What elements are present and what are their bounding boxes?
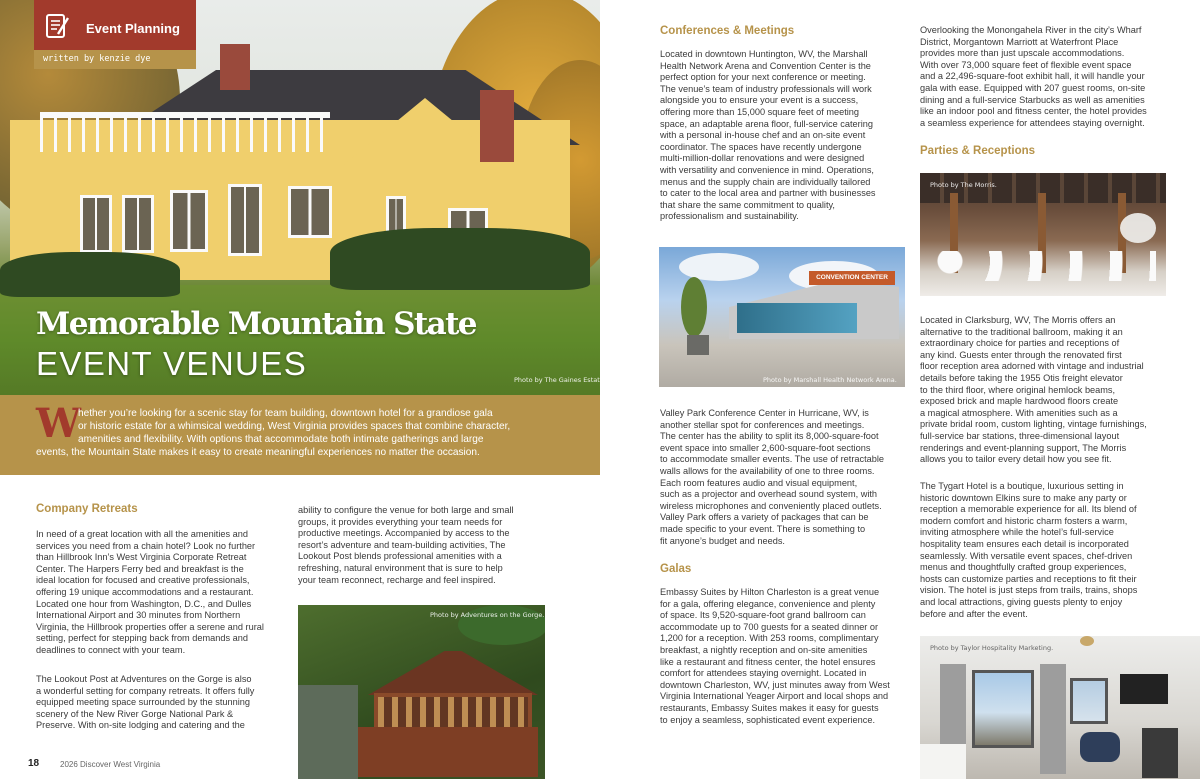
text-line: your team reconnect, recharge and feel inspired. — [298, 574, 496, 585]
page-number: 18 — [28, 758, 40, 769]
text-line: ability to configure the venue for both large and small — [298, 505, 514, 515]
text-line: The center has the ability to split its 8,000-square-foot — [660, 431, 879, 442]
title-line1: Memorable Mountain State — [36, 306, 476, 342]
conferences-para-2 — [660, 408, 884, 547]
text-line: groups, it provides everything your team needs for — [298, 516, 503, 527]
parties-para-2 — [920, 481, 1137, 620]
company-retreats-para-1 — [36, 529, 264, 657]
text-line: a wonderful setting for company retreats. It offers fully — [36, 685, 255, 696]
tygart-photo — [920, 636, 1200, 779]
text-line: to accommodate smaller events. The use of retractable — [660, 454, 885, 465]
text-line: dining and a full-service Starbucks as well as amenities — [920, 94, 1145, 105]
text-line: Valley Park Conference Center in Hurricane, WV, is — [660, 408, 869, 418]
section-tag-label: Event Planning — [86, 21, 180, 36]
publication-name: 2026 Discover West Virginia — [60, 760, 161, 769]
text-line: downtown Charleston, WV, just minutes away from West — [660, 679, 890, 690]
company-retreats-para-3 — [298, 505, 514, 586]
text-line: space, an adaptable arena floor, full-service catering — [660, 118, 873, 129]
heading-parties: Parties & Receptions — [920, 145, 1036, 157]
photo-credit-morris: Photo by The Morris. — [930, 181, 997, 189]
text-line: reception a memorable experience for all. Its blend of — [920, 504, 1137, 515]
text-line: hospitality team ensures each detail is incorporated — [920, 538, 1129, 549]
text-line: before and after the event. — [920, 608, 1028, 619]
intro-line: amenities and flexibility. With options that accommodate both intimate gatherings and large — [78, 434, 484, 445]
window — [170, 190, 208, 252]
galas-para-2 — [920, 25, 1147, 129]
text-line: comfort for attendees staying overnight. Located in — [660, 668, 867, 679]
text-line: like an indoor pool and fitness center, the hotel provides — [920, 106, 1147, 117]
text-line: productive meetings. Accompanied by access to the — [298, 528, 510, 539]
text-line: alongside you to ensure your event is a success, — [660, 95, 859, 106]
intro-dropcap: W — [36, 400, 81, 447]
text-line: renderings and event-planning support, The Morris — [920, 442, 1127, 453]
intro-line: or historic estate for a whimsical wedding, West Virginia provides spaces that combine character, — [78, 421, 511, 432]
photo-credit-gorge: Photo by Adventures on the Gorge. — [430, 611, 545, 619]
balcony-railing — [40, 112, 330, 152]
text-line: like a restaurant and fitness center, the hotel ensures — [660, 656, 876, 667]
text-line: such as a projector and overhead sound system, with — [660, 489, 878, 500]
text-line: 1,200 for a reception. With 253 rooms, complimentary — [660, 633, 879, 644]
text-line: breakfast, a nightly reception and on-site amenities — [660, 644, 868, 655]
text-line: private bridal room, custom lighting, vintage furnishings, — [920, 419, 1147, 430]
text-line: perfect option for your next conference or meeting. — [660, 72, 866, 83]
arena-photo — [659, 247, 905, 387]
text-line: details before taking the 1955 Otis freight elevator — [920, 372, 1123, 383]
text-line: of space. Its 9,520-square-foot grand ballroom can — [660, 610, 866, 621]
text-line: deadlines to connect with your team. — [36, 644, 186, 655]
text-line: and a 22,496-square-foot exhibit hall, it will handle your — [920, 71, 1145, 82]
text-line: with versatility and convenience in mind. Operations, — [660, 164, 874, 175]
intro-line: events, the Mountain State makes it easy to create meaningful experiences no matter the occasion. — [36, 447, 480, 458]
text-line: The Tygart Hotel is a boutique, luxurious setting in — [920, 481, 1124, 491]
arena-sign: CONVENTION CENTER — [809, 271, 895, 285]
text-line: multi-million-dollar renovations and were designed — [660, 153, 865, 164]
heading-company-retreats: Company Retreats — [36, 503, 138, 515]
window — [80, 195, 112, 253]
text-line: With over 73,000 square feet of flexible event space — [920, 59, 1132, 70]
text-line: floor reception area adorned with vintage and industrial — [920, 361, 1144, 372]
text-line: International Airport and 30 minutes from Northern — [36, 610, 241, 621]
text-line: Each room features audio and visual equipment, — [660, 477, 858, 488]
text-line: a magical atmosphere. With amenities such as a — [920, 407, 1118, 418]
text-line: Virginia International Yeager Airport and local shops and — [660, 691, 889, 702]
chimney — [480, 90, 514, 162]
text-line: ideal location for focused and creative professionals, — [36, 575, 250, 586]
byline: written by kenzie dye — [34, 50, 196, 69]
text-line: exposed brick and maple hardwood floors create — [920, 396, 1119, 407]
text-line: offering more than 15,000 square feet of meeting — [660, 106, 860, 117]
text-line: offering 19 unique accommodations and a restaurant. — [36, 586, 254, 597]
text-line: Virginia, the Hillbrook properties offer a serene and rural — [36, 621, 264, 632]
text-line: Valley Park offers a variety of packages that can be — [660, 512, 869, 523]
text-line: seamlessly. With versatile event spaces, chef-driven — [920, 550, 1133, 561]
gorge-photo — [298, 605, 545, 779]
text-line: menus and the supply chain are individually tailored — [660, 176, 871, 187]
text-line: accommodate up to 700 guests for a seated dinner or — [660, 621, 879, 632]
text-line: for a gala, offering elegance, convenience and plenty — [660, 598, 876, 609]
company-retreats-para-2 — [36, 674, 254, 732]
text-line: services you need from a chain hotel? Look no further — [36, 540, 256, 551]
text-line: The venue’s team of industry professionals will work — [660, 83, 872, 94]
text-line: to enjoy a seamless, sophisticated event experience. — [660, 714, 876, 725]
text-line: and local attractions, giving guests plenty to enjoy — [920, 596, 1123, 607]
text-line: Preserve. With on-site lodging and catering and the — [36, 720, 245, 731]
window — [122, 195, 154, 253]
text-line: any kind. Guests enter through the renovated first — [920, 349, 1122, 360]
photo-credit-hero: Photo by The Gaines Estate — [514, 376, 604, 384]
text-line: historic downtown Elkins sure to make any party or — [920, 492, 1127, 503]
text-line: a seamless experience for attendees staying overnight. — [920, 117, 1145, 128]
text-line: In need of a great location with all the amenities and — [36, 529, 248, 539]
text-line: restaurants, Embassy Suites makes it easy for guests — [660, 702, 879, 713]
text-line: that share the same commitment to quality, — [660, 199, 835, 210]
text-line: wireless microphones and conveniently placed outlets. — [660, 500, 882, 511]
parties-para-1 — [920, 315, 1147, 466]
photo-credit-tygart: Photo by Taylor Hospitality Marketing. — [930, 644, 1054, 652]
text-line: refreshing, natural environment that is sure to help — [298, 562, 503, 573]
bush — [0, 252, 180, 297]
text-line: to cater to the local area and partner with businesses — [660, 188, 876, 199]
heading-conferences: Conferences & Meetings — [660, 25, 795, 37]
conferences-para-1 — [660, 49, 876, 223]
text-line: professionalism and sustainability. — [660, 211, 799, 222]
text-line: Overlooking the Monongahela River in the city’s Wharf — [920, 25, 1142, 35]
text-line: to the third floor, where original hemlock beams, — [920, 384, 1116, 395]
text-line: Health Network Arena and Convention Center is the — [660, 60, 871, 71]
text-line: provides more than just upscale accommodations. — [920, 48, 1125, 59]
intro-line: hether you’re looking for a scenic stay for team building, downtown hotel for a grandiose gala — [78, 408, 493, 419]
text-line: modern comfort and historic charm fosters a warm, — [920, 515, 1128, 526]
photo-credit-arena: Photo by Marshall Health Network Arena. — [763, 376, 897, 384]
window — [228, 184, 262, 256]
morris-photo — [920, 173, 1166, 296]
text-line: setting, perfect for stepping back from demands and — [36, 633, 248, 644]
text-line: menus and thoughtfully crafted group experiences, — [920, 562, 1127, 573]
text-line: fit anyone’s budget and needs. — [660, 535, 785, 546]
text-line: The Lookout Post at Adventures on the Gorge is also — [36, 674, 252, 684]
text-line: inviting atmosphere while the hotel’s full-service — [920, 527, 1114, 538]
text-line: equipped meeting space surrounded by the stunning — [36, 697, 251, 708]
galas-para-1 — [660, 587, 890, 726]
text-line: Located in Clarksburg, WV, The Morris offers an — [920, 315, 1116, 325]
text-line: extraordinary choice for parties and receptions of — [920, 338, 1120, 349]
text-line: Located one hour from Washington, D.C., and Dulles — [36, 598, 252, 609]
text-line: vision. The hotel is just steps from trails, trains, shops — [920, 585, 1138, 596]
text-line: allows you to tailor every detail how you see fit. — [920, 454, 1112, 465]
text-line: resort’s adventure and team-building activities, The — [298, 539, 506, 550]
text-line: District, Morgantown Marriott at Waterfront Place — [920, 36, 1119, 47]
text-line: with a personal in-house chef and an on-site event — [660, 130, 866, 141]
text-line: event space into smaller 2,600-square-foot sections — [660, 442, 871, 453]
text-line: Embassy Suites by Hilton Charleston is a great venue — [660, 587, 880, 597]
document-pen-icon — [44, 12, 70, 40]
text-line: than Hillbrook Inn’s West Virginia Corporate Retreat — [36, 552, 247, 563]
text-line: Center. The Harpers Ferry bed and breakfast is the — [36, 563, 244, 574]
text-line: made specific to your event. There is something to — [660, 523, 866, 534]
chimney — [220, 44, 250, 90]
text-line: hosts can customize parties and receptions to fit their — [920, 573, 1137, 584]
heading-galas: Galas — [660, 563, 692, 575]
text-line: coordinator. The spaces have recently undergone — [660, 141, 862, 152]
window — [288, 186, 332, 238]
text-line: gala with ease. Equipped with 207 guest rooms, on-site — [920, 82, 1146, 93]
text-line: another stellar spot for conferences and meetings. — [660, 419, 865, 430]
text-line: Lookout Post blends professional amenities with a — [298, 551, 502, 562]
text-line: walls allows for the availability of one to three rooms. — [660, 465, 875, 476]
text-line: alternative to the traditional ballroom, making it an — [920, 326, 1123, 337]
text-line: scenery of the New River Gorge National Park & — [36, 708, 234, 719]
bush — [330, 228, 590, 290]
text-line: Located in downtown Huntington, WV, the Marshall — [660, 49, 868, 59]
title-line2: EVENT VENUES — [36, 345, 308, 382]
text-line: full-service bar stations, three-dimensional layout — [920, 430, 1120, 441]
